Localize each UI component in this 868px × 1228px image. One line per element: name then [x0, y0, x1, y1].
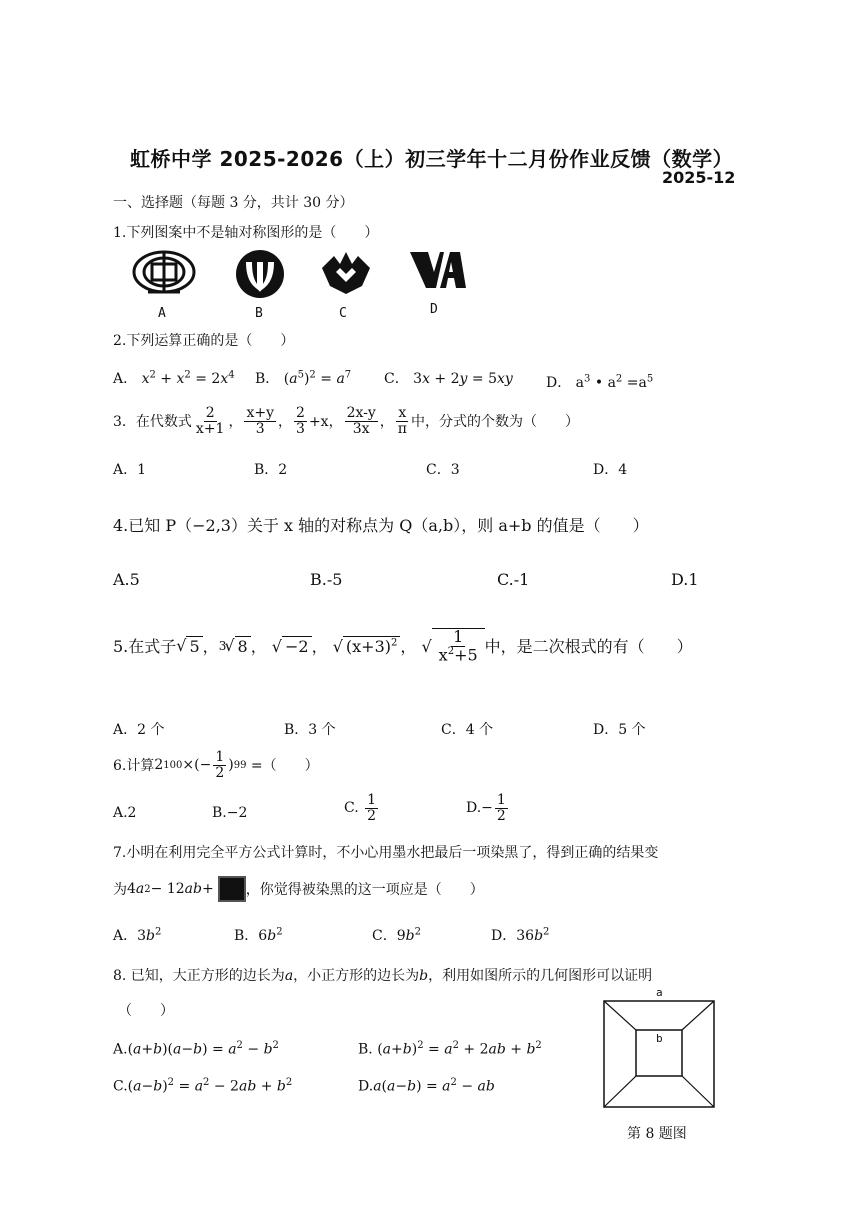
q6-option-c: C. $\frac{1}{2}$: [344, 792, 377, 824]
q2-option-d: D． $a^3$ • $a^2 =a^5$: [546, 373, 654, 391]
question-3-stem: 3．在代数式 $\frac{2}{x+1}$ ， $\frac{x+y}{3}$ ， $\frac{2}{3}$ +x， $\frac{2x-y}{3x}$ ， $\frac{x}{\pi}$ 中，分式的个数为（ ）: [113, 405, 579, 437]
answer-blank: （ ）: [118, 1003, 174, 1019]
question-4-stem: 4.已知 P（−2,3）关于 x 轴的对称点为 Q（a,b），则 a+b 的值是（ ）: [113, 516, 649, 535]
q8-text: 8. 已知，大正方形的边长为: [113, 968, 285, 984]
q5-prefix: 5.在式子: [113, 637, 177, 657]
q3-option-d: D．4: [593, 462, 628, 478]
option-label: D．: [491, 928, 517, 944]
question-6-stem: 6.计算 2 100 ×(− $\frac{1}{2}$ ) 99 =（ ）: [113, 749, 319, 781]
q2-option-b: B． $(a^5)^2 = a^7$: [255, 369, 352, 387]
logo-c-icon: [316, 246, 376, 298]
q4-option-d: D.1: [671, 570, 699, 589]
q6-option-d: D.− $\frac{1}{2}$: [466, 792, 506, 824]
option-label: D．: [546, 375, 572, 391]
option-label: C.: [113, 1078, 128, 1095]
q1-option-label: A: [158, 306, 166, 321]
option-label: B．: [234, 928, 259, 944]
section-heading: 一、选择题（每题 3 分，共计 30 分）: [113, 195, 354, 211]
q7-suffix: ，你觉得被染黑的这一项应是（ ）: [245, 882, 484, 898]
q5-option-a: A．2 个: [113, 722, 165, 738]
q3-suffix: 中，分式的个数为（ ）: [410, 414, 579, 431]
q5-option-d: D．5 个: [593, 722, 646, 738]
question-1-stem: 1.下列图案中不是轴对称图形的是（ ）: [113, 225, 379, 241]
option-label: D.: [358, 1078, 374, 1095]
q7-prefix: 为: [113, 882, 127, 898]
q2-option-a: A． $x^2 + x^2 = 2x^4$: [113, 369, 235, 387]
q5-option-b: B．3 个: [284, 722, 336, 738]
q3-prefix: 3．在代数式: [113, 414, 192, 431]
q3-option-a: A．1: [113, 462, 147, 478]
q5-option-c: C．4 个: [441, 722, 494, 738]
q3-option-b: B．2: [254, 462, 288, 478]
q4-option-a: A.5: [113, 570, 140, 589]
q6-option-b: B.−2: [212, 805, 248, 821]
question-2-stem: 2.下列运算正确的是（ ）: [113, 333, 295, 349]
q7-option-d: D．$36b^2$: [491, 926, 550, 944]
q7-option-c: C．$9b^2$: [372, 926, 421, 944]
figure-label-b: b: [656, 1032, 663, 1045]
q8-option-b: B. $(a+b)^2 = a^2 + 2ab + b^2$: [358, 1040, 542, 1058]
q6-suffix: =（ ）: [250, 758, 319, 775]
option-label: D.−: [466, 800, 493, 817]
logo-b-icon: [232, 248, 288, 300]
q7-option-b: B．$6b^2$: [234, 926, 283, 944]
q4-option-b: B.-5: [310, 570, 343, 589]
q8-text: ，小正方形的边长为: [293, 968, 420, 984]
q4-option-c: C.-1: [497, 570, 530, 589]
option-label: C．: [372, 928, 397, 944]
q8-option-d: $D.a(a-b) = a^2$ − ab: [358, 1077, 495, 1095]
option-label: A．: [113, 371, 138, 387]
q1-option-label: B: [255, 306, 263, 321]
option-label: A．: [113, 928, 138, 944]
q8-option-c: $C.(a-b)^2 = a^2 - 2ab + b^2$: [113, 1077, 293, 1095]
ink-blot-box: [218, 876, 246, 902]
option-label: B.: [358, 1041, 373, 1058]
q7-option-a: A．$3b^2$: [113, 926, 162, 944]
option-label: C．: [384, 371, 409, 387]
question-7-line1: 7.小明在利用完全平方公式计算时，不小心用墨水把最后一项染黑了，得到正确的结果变: [113, 845, 659, 861]
option-label: C.: [344, 800, 359, 817]
q6-option-a: A.2: [113, 805, 137, 821]
q1-option-label: D: [430, 302, 438, 317]
q8-text: ，利用如图所示的几何图形可以证明: [428, 968, 653, 984]
option-label: B．: [255, 371, 280, 387]
figure-caption: 第 8 题图: [627, 1126, 687, 1142]
q5-suffix: 中，是二次根式的有（ ）: [484, 637, 693, 657]
q8-option-a: $A.(a+b)(a-b) = a^2 - b^2$: [113, 1040, 279, 1058]
q2-option-c: C． 3x + 2y = 5xy: [384, 371, 513, 387]
date-label: 2025-12: [662, 168, 736, 187]
q3-option-c: C．3: [426, 462, 460, 478]
square-figure: [603, 1000, 715, 1108]
logo-d-icon: [406, 248, 468, 290]
page-title: 虹桥中学 2025-2026（上）初三学年十二月份作业反馈（数学）: [130, 147, 734, 171]
q6-prefix: 6.计算: [113, 758, 155, 775]
figure-label-a: a: [656, 986, 663, 999]
option-label: A.: [113, 1041, 128, 1058]
question-7-line2: 为 4 a 2 − 12 ab + ，你觉得被染黑的这一项应是（ ）: [113, 876, 484, 902]
question-8-stem: 8. 已知，大正方形的边长为a，小正方形的边长为b，利用如图所示的几何图形可以证明: [113, 968, 653, 984]
question-5-stem: 5.在式子 √ 5 ， 3 √ 8 ， √ −2 ， √ $(x+3)^2$ ， √ $\frac{1}{x^2+5}$ 中，是二次根式的有（ ）: [113, 627, 693, 665]
logo-a-icon: [130, 248, 198, 300]
q1-option-label: C: [339, 306, 347, 321]
